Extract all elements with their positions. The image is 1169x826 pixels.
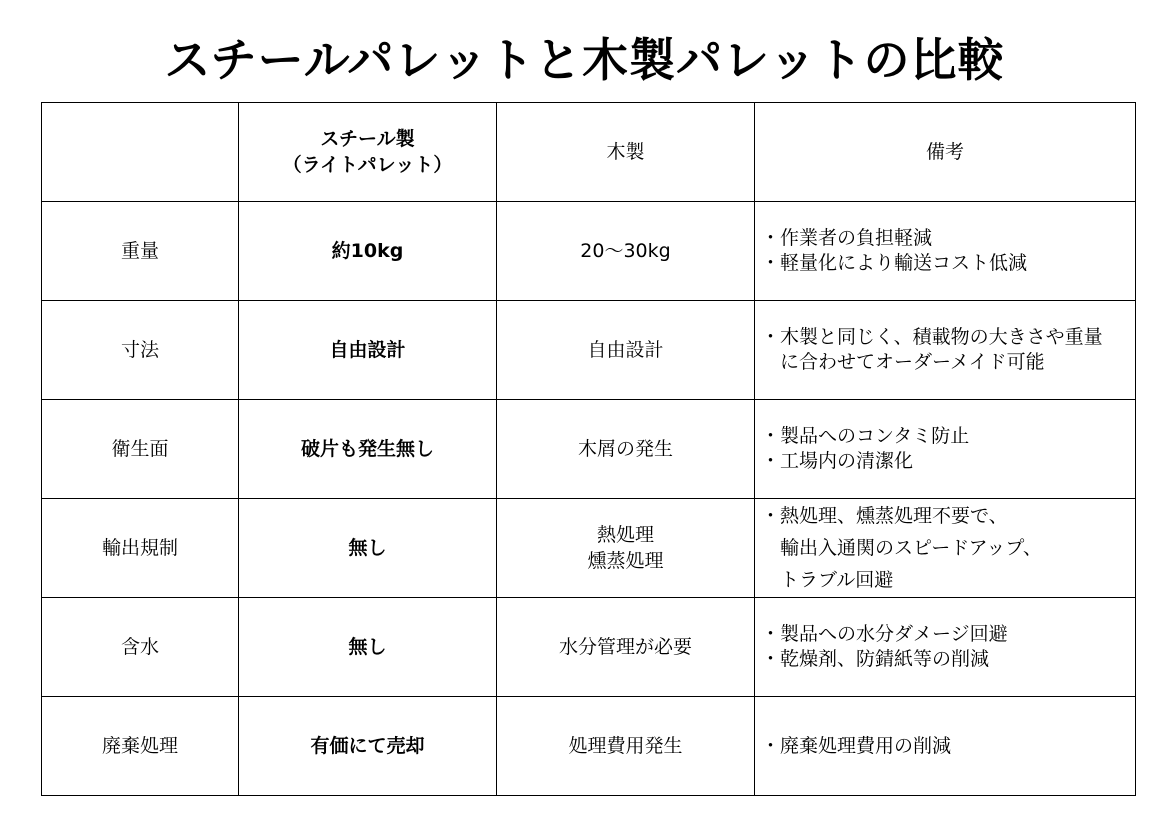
wood-cell — [497, 697, 755, 796]
remark-line: ・作業者の負担軽減 — [761, 227, 933, 249]
row-label: 重量 — [42, 202, 239, 301]
table-header-row — [42, 103, 1136, 202]
steel-cell: 約10kg — [239, 202, 497, 301]
steel-cell: 無し — [239, 499, 497, 598]
header-wood: 木製 — [497, 103, 755, 202]
remarks-cell — [755, 400, 1136, 499]
row-label: 廃棄処理 — [42, 697, 239, 796]
wood-cell — [497, 499, 755, 598]
wood-line: 自由設計 — [587, 339, 664, 361]
remark-line: ・軽量化により輸送コスト低減 — [761, 252, 1028, 274]
wood-line: 20～30kg — [580, 240, 671, 262]
wood-cell — [497, 202, 755, 301]
header-blank-cell — [42, 103, 239, 202]
table-row — [42, 301, 1136, 400]
table-row — [42, 400, 1136, 499]
row-label: 含水 — [42, 598, 239, 697]
wood-line: 処理費用発生 — [568, 735, 683, 757]
remark-line: ・製品への水分ダメージ回避 — [761, 623, 1008, 645]
comparison-table — [41, 102, 1136, 796]
remarks-cell — [755, 499, 1136, 598]
steel-cell: 破片も発生無し — [239, 400, 497, 499]
remark-line: ・乾燥剤、防錆紙等の削減 — [761, 648, 990, 670]
remark-line: 輸出入通関のスピードアップ、 — [761, 537, 1042, 559]
header-remarks: 備考 — [755, 103, 1136, 202]
steel-cell: 自由設計 — [239, 301, 497, 400]
table-row — [42, 499, 1136, 598]
remark-line: ・製品へのコンタミ防止 — [761, 425, 970, 447]
remark-line: トラブル回避 — [761, 569, 894, 591]
remarks-cell — [755, 301, 1136, 400]
table-row — [42, 202, 1136, 301]
header-steel — [239, 103, 497, 202]
remark-line: ・木製と同じく、積載物の大きさや重量 — [761, 326, 1103, 348]
steel-cell: 有価にて売却 — [239, 697, 497, 796]
remark-line: ・熱処理、燻蒸処理不要で、 — [761, 505, 1008, 527]
table-row — [42, 697, 1136, 796]
remarks-cell — [755, 598, 1136, 697]
row-label: 衛生面 — [42, 400, 239, 499]
remark-line: ・工場内の清潔化 — [761, 450, 914, 472]
wood-line: 熱処理 — [596, 524, 654, 546]
wood-cell — [497, 301, 755, 400]
remark-line: に合わせてオーダーメイド可能 — [761, 351, 1045, 373]
remark-line: ・廃棄処理費用の削減 — [761, 734, 952, 757]
remarks-cell — [755, 202, 1136, 301]
wood-line: 燻蒸処理 — [587, 550, 664, 572]
wood-cell — [497, 400, 755, 499]
remarks-cell — [755, 697, 1136, 796]
table-row — [42, 598, 1136, 697]
header-steel-line2: （ライトパレット） — [282, 154, 453, 176]
steel-cell: 無し — [239, 598, 497, 697]
wood-cell — [497, 598, 755, 697]
row-label: 寸法 — [42, 301, 239, 400]
page-title: スチールパレットと木製パレットの比較 — [164, 33, 1005, 87]
row-label: 輸出規制 — [42, 499, 239, 598]
wood-line: 水分管理が必要 — [558, 636, 692, 658]
header-steel-line1: スチール製 — [320, 128, 415, 150]
wood-line: 木屑の発生 — [577, 438, 673, 460]
